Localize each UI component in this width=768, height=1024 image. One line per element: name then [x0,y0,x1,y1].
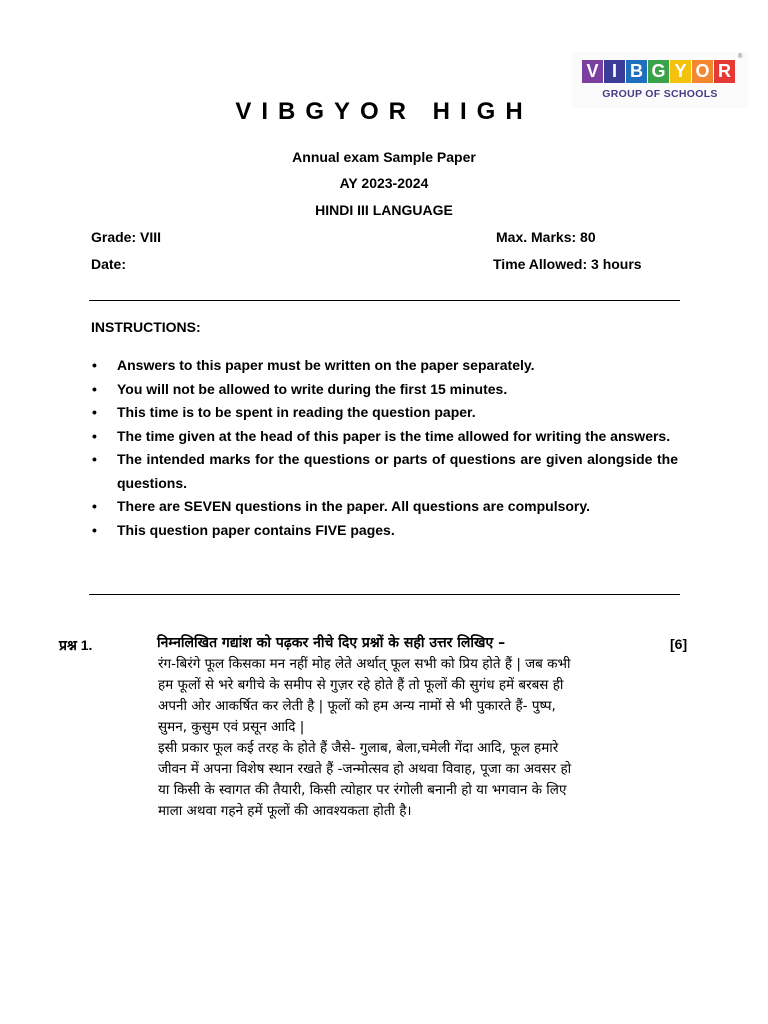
bullet-icon: • [92,404,97,420]
instruction-item [92,519,678,543]
logo-letter: I [604,60,625,83]
instruction-text: You will not be allowed to write during the first 15 minutes. [117,380,508,397]
passage-line: या किसी के स्वागत की तैयारी, किसी त्योहार पर रंगोली बनानी हो या भगवान के लिए [158,782,567,798]
passage-line: रंग-बिरंगे फूल किसका मन नहीं मोह लेते अर्थात् फूल सभी को प्रिय होते हैं | जब कभी [158,656,571,672]
bullet-icon: • [92,357,97,373]
instructions-title: INSTRUCTIONS: [91,319,201,335]
bullet-icon: • [92,380,97,397]
instruction-item [92,495,678,519]
passage-line: अपनी ओर आकर्षित कर लेती है | फूलों को हम अन्य नामों से भी पुकारते हैं- पुष्प, [158,698,556,714]
header-divider [89,300,680,301]
exam-title: Annual exam Sample Paper [292,149,476,165]
passage-line: हम फूलों से भरे बगीचे के समीप से गुज़र रहे होते हैं तो फूलों की सुगंध हमें बरबस ही [158,677,564,693]
logo-letter: O [692,60,713,83]
instructions-divider [89,594,680,595]
max-marks-label: Max. Marks: 80 [496,229,596,245]
instruction-item [92,354,678,378]
instruction-item [92,401,678,425]
instruction-item [92,378,678,402]
instruction-item [92,448,678,495]
instruction-text: There are SEVEN questions in the paper. All questions are compulsory. [117,498,591,514]
logo-letter: V [582,60,603,83]
time-allowed-label: Time Allowed: 3 hours [493,256,642,272]
trademark-mark: ® [738,54,743,60]
grade-label: Grade: VIII [91,229,162,245]
logo-letter: Y [670,60,691,83]
bullet-icon: • [92,427,97,444]
subject-title: HINDI III LANGUAGE [315,202,453,218]
school-name: VIBGYOR HIGH [235,98,533,125]
bullet-icon: • [92,498,97,514]
passage-line: जीवन में अपना विशेष स्थान रखते हैं -जन्मोत्सव हो अथवा विवाह, पूजा का अवसर हो [158,761,572,777]
question-title: निम्नलिखित गद्यांश को पढ़कर नीचे दिए प्रश्नों के सही उत्तर लिखिए – [157,635,506,651]
passage-line: सुमन, कुसुम एवं प्रसून आदि | [158,719,305,735]
passage-line: माला अथवा गहने हमें फूलों की आवश्यकता होती है। [158,803,412,819]
instruction-text: The intended marks for the questions or parts of questions are given alongside the questions. [117,451,678,491]
passage-line: इसी प्रकार फूल कई तरह के होते हैं जैसे- गुलाब, बेला,चमेली गेंदा आदि, फूल हमारे [158,740,559,756]
instruction-text: This question paper contains FIVE pages. [117,521,395,538]
logo-letter: B [626,60,647,83]
bullet-icon: • [92,521,97,538]
instruction-item [92,425,678,449]
instruction-text: This time is to be spent in reading the question paper. [117,404,476,420]
question-number: प्रश्न 1. [59,637,93,653]
question-passage [158,654,648,822]
question-marks: [6] [670,636,688,652]
logo-letter: R [714,60,735,83]
logo-subtitle: GROUP OF SCHOOLS [602,88,718,100]
logo-letter: G [648,60,669,83]
date-label: Date: [91,256,127,272]
academic-year: AY 2023-2024 [339,175,429,191]
instruction-text: The time given at the head of this paper is the time allowed for writing the answers. [117,427,671,444]
instructions-list [92,354,678,542]
logo-letters [582,60,736,83]
instruction-text: Answers to this paper must be written on the paper separately. [117,357,535,373]
bullet-icon: • [92,451,97,467]
